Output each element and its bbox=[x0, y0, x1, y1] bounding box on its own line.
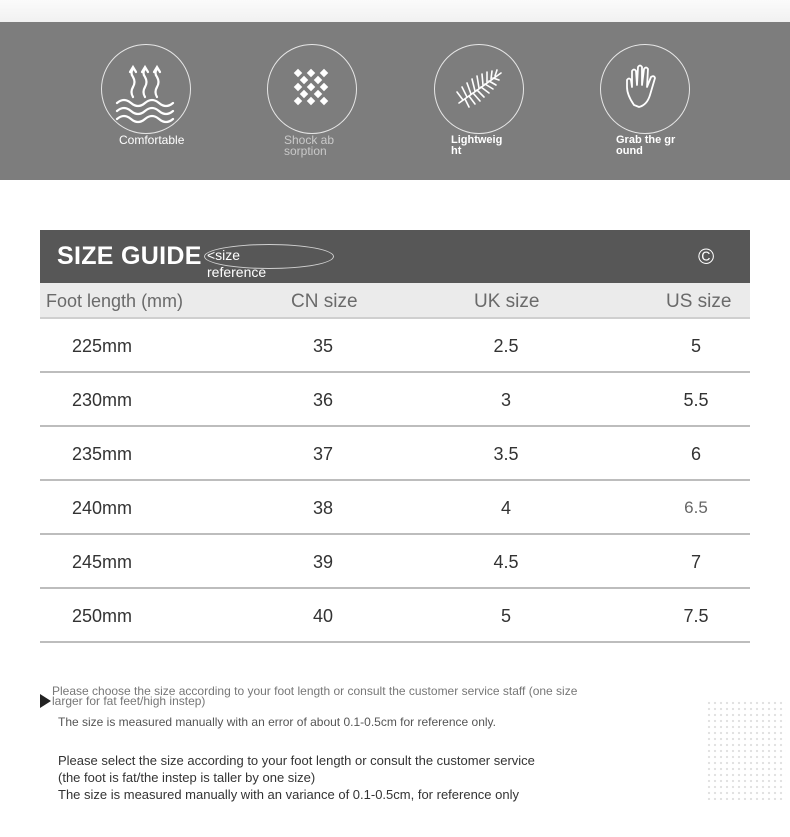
size-note-block bbox=[58, 752, 578, 803]
foot-length-cell: 235mm bbox=[72, 444, 133, 464]
uk-size-cell: 5 bbox=[500, 606, 511, 626]
us-size-cell: 5 bbox=[690, 336, 701, 356]
feature-comfortable bbox=[101, 44, 191, 134]
table-row bbox=[40, 589, 750, 643]
size-note-line: The size is measured manually with an variance of 0.1-0.5cm, for reference only bbox=[58, 787, 519, 802]
hand-icon bbox=[601, 45, 688, 132]
cn-size-cell: 36 bbox=[312, 390, 334, 410]
table-row bbox=[40, 373, 750, 427]
foot-length-cell: 230mm bbox=[72, 390, 133, 410]
size-guide-title: SIZE GUIDE bbox=[57, 242, 202, 270]
table-row bbox=[40, 535, 750, 589]
uk-size-cell: 3 bbox=[500, 390, 511, 410]
feature-label-comfortable: Comfortable bbox=[119, 133, 185, 147]
top-fade bbox=[0, 0, 790, 22]
table-row bbox=[40, 481, 750, 535]
size-note-line: (the foot is fat/the instep is taller by one size) bbox=[58, 770, 316, 785]
feature-label-grab-the-ground: Grab the ground bbox=[616, 134, 676, 157]
feature-banner bbox=[0, 22, 790, 180]
feature-lightweight bbox=[434, 44, 524, 134]
cn-size-cell: 35 bbox=[312, 336, 334, 356]
feature-label-lightweight: Lightweight bbox=[451, 134, 503, 157]
arrow-right-icon bbox=[40, 694, 51, 708]
uk-size-cell: 2.5 bbox=[493, 336, 519, 356]
uk-size-cell: 4 bbox=[500, 498, 511, 518]
column-header-uk-size: UK size bbox=[474, 291, 540, 312]
feature-label-shock-absorption: Shock absorption bbox=[284, 133, 335, 158]
feature-grab-the-ground bbox=[600, 44, 690, 134]
us-size-cell: 6 bbox=[690, 444, 701, 464]
copyright-icon: © bbox=[698, 244, 715, 269]
column-header-foot-length: Foot length (mm) bbox=[46, 291, 184, 311]
cn-size-cell: 38 bbox=[312, 498, 334, 518]
size-note-line: Please select the size according to your foot length or consult the customer service bbox=[58, 753, 535, 768]
us-size-cell: 7.5 bbox=[683, 606, 709, 626]
table-row bbox=[40, 319, 750, 373]
foot-length-cell: 250mm bbox=[72, 606, 133, 626]
size-table-header bbox=[40, 283, 750, 319]
foot-length-cell: 240mm bbox=[72, 498, 133, 518]
feature-icon bbox=[435, 45, 522, 132]
column-header-cn-size: CN size bbox=[291, 291, 358, 312]
us-size-cell: 5.5 bbox=[683, 390, 709, 410]
table-row bbox=[40, 427, 750, 481]
foot-length-cell: 225mm bbox=[72, 336, 133, 356]
shock-grid-icon bbox=[268, 45, 355, 132]
cn-size-cell: 37 bbox=[312, 444, 334, 464]
us-size-cell: 7 bbox=[690, 552, 701, 572]
decorative-dot-pattern bbox=[706, 700, 786, 800]
cn-size-cell: 39 bbox=[312, 552, 334, 572]
uk-size-cell: 4.5 bbox=[493, 552, 519, 572]
size-guide-header bbox=[40, 230, 750, 283]
uk-size-cell: 3.5 bbox=[493, 444, 519, 464]
size-note-measurement: The size is measured manually with an error of about 0.1-0.5cm for reference only. bbox=[58, 715, 496, 729]
foot-length-cell: 245mm bbox=[72, 552, 133, 572]
cn-size-cell: 40 bbox=[312, 606, 334, 626]
us-size-cell: 6.5 bbox=[684, 498, 708, 517]
size-note-primary: Please choose the size according to your foot length or consult the customer service staff (one size larger for fat feet/high instep) bbox=[52, 684, 578, 708]
feature-shock-absorption bbox=[267, 44, 357, 134]
comfort-waves-icon bbox=[102, 45, 189, 132]
column-header-us-size: US size bbox=[666, 291, 732, 312]
size-guide-subtitle: <size reference bbox=[207, 247, 267, 280]
